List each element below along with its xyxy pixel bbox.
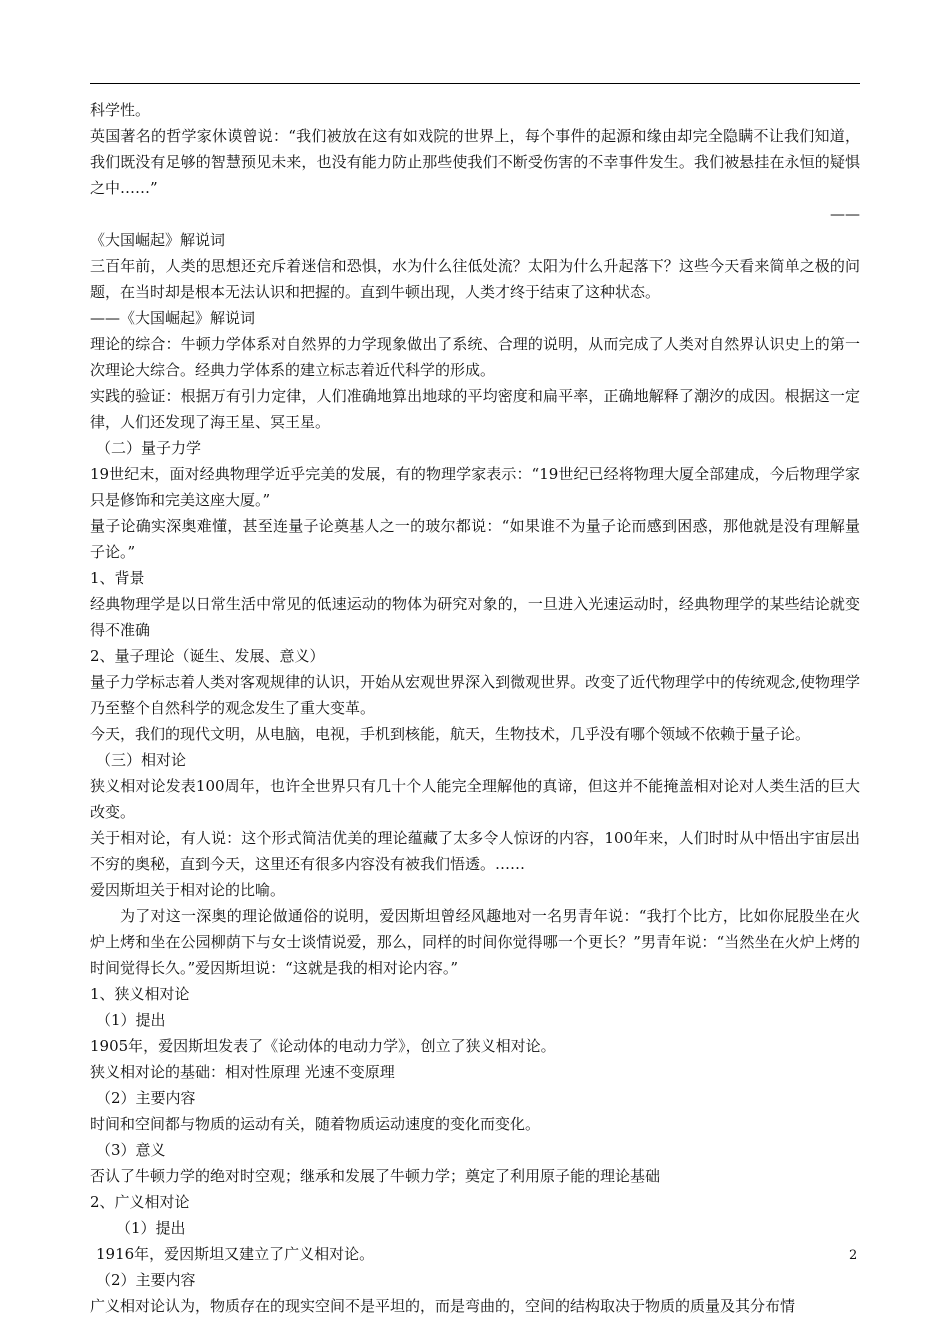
attribution-source: ——《大国崛起》解说词 bbox=[90, 309, 256, 327]
item-heading: （2）主要内容 bbox=[96, 1271, 196, 1289]
attribution-source: 《大国崛起》解说词 bbox=[90, 231, 226, 249]
item-heading: （3）意义 bbox=[96, 1141, 166, 1159]
attribution-dash: —— bbox=[830, 205, 860, 223]
section-heading: （三）相对论 bbox=[96, 751, 187, 769]
subheading: 1、狭义相对论 bbox=[90, 985, 190, 1003]
paragraph: 经典物理学是以日常生活中常见的低速运动的物体为研究对象的，一旦进入光速运动时，经典物理学的某些结论就变得不准确 bbox=[90, 595, 860, 639]
paragraph: 狭义相对论发表100周年，也许全世界只有几十个人能完全理解他的真谛，但这并不能掩盖相对论对人类生活的巨大改变。 bbox=[90, 777, 860, 821]
hume-quote: 英国著名的哲学家休谟曾说：“我们被放在这有如戏院的世界上，每个事件的起源和缘由却完全隐瞒不让我们知道，我们既没有足够的智慧预见未来，也没有能力防止那些使我们不断受伤害的不幸事件发生。我们被悬挂在永恒的疑惧之中……” bbox=[90, 127, 860, 197]
paragraph: 科学性。 bbox=[90, 101, 151, 119]
paragraph: 1905年，爱因斯坦发表了《论动体的电动力学》，创立了狭义相对论。 bbox=[90, 1037, 556, 1055]
paragraph: 关于相对论，有人说：这个形式简洁优美的理论蕴藏了太多令人惊讶的内容，100年来，人们时时从中悟出宇宙层出不穷的奥秘，直到今天，这里还有很多内容没有被我们悟透。…… bbox=[90, 829, 860, 873]
paragraph: 爱因斯坦关于相对论的比喻。 bbox=[90, 881, 286, 899]
paragraph: 时间和空间都与物质的运动有关，随着物质运动速度的变化而变化。 bbox=[90, 1115, 541, 1133]
item-heading: （1）提出 bbox=[96, 1011, 166, 1029]
paragraph: 广义相对论认为，物质存在的现实空间不是平坦的，而是弯曲的，空间的结构取决于物质的质量及其分布情 bbox=[90, 1297, 796, 1315]
item-heading: （2）主要内容 bbox=[96, 1089, 196, 1107]
page-number: 2 bbox=[849, 1248, 858, 1263]
paragraph: 量子力学标志着人类对客观规律的认识，开始从宏观世界深入到微观世界。改变了近代物理学中的传统观念,使物理学乃至整个自然科学的观念发生了重大变革。 bbox=[90, 673, 860, 717]
subheading: 2、广义相对论 bbox=[90, 1193, 190, 1211]
paragraph: 理论的综合：牛顿力学体系对自然界的力学现象做出了系统、合理的说明，从而完成了人类对自然界认识史上的第一次理论大综合。经典力学体系的建立标志着近代科学的形成。 bbox=[90, 335, 860, 379]
paragraph: 狭义相对论的基础：相对性原理 光速不变原理 bbox=[90, 1063, 395, 1081]
paragraph: 1916年，爱因斯坦又建立了广义相对论。 bbox=[96, 1245, 375, 1263]
subheading: 2、量子理论（诞生、发展、意义） bbox=[90, 647, 325, 665]
header-rule bbox=[90, 83, 860, 84]
paragraph: 否认了牛顿力学的绝对时空观；继承和发展了牛顿力学；奠定了利用原子能的理论基础 bbox=[90, 1167, 661, 1185]
paragraph: 今天，我们的现代文明，从电脑，电视，手机到核能，航天，生物技术，几乎没有哪个领域不依赖于量子论。 bbox=[90, 725, 811, 743]
einstein-anecdote: 为了对这一深奥的理论做通俗的说明，爱因斯坦曾经风趣地对一名男青年说：“我打个比方，比如你屁股坐在火炉上烤和坐在公园柳荫下与女士谈情说爱，那么，同样的时间你觉得哪一个更长？”男青年说：“当然坐在火炉上烤的时间觉得长久。”爱因斯坦说：“这就是我的相对论内容。” bbox=[90, 907, 860, 977]
paragraph: 量子论确实深奥难懂，甚至连量子论奠基人之一的玻尔都说：“如果谁不为量子论而感到困惑，那他就是没有理解量子论。” bbox=[90, 517, 860, 561]
section-heading: （二）量子力学 bbox=[96, 439, 202, 457]
paragraph: 实践的验证：根据万有引力定律，人们准确地算出地球的平均密度和扁平率，正确地解释了潮汐的成因。根据这一定律，人们还发现了海王星、冥王星。 bbox=[90, 387, 860, 431]
subheading: 1、背景 bbox=[90, 569, 145, 587]
document-body bbox=[90, 97, 860, 1319]
paragraph: 19世纪末，面对经典物理学近乎完美的发展，有的物理学家表示：“19世纪已经将物理大厦全部建成，今后物理学家只是修饰和完美这座大厦。” bbox=[90, 465, 860, 509]
paragraph: 三百年前，人类的思想还充斥着迷信和恐惧，水为什么往低处流？太阳为什么升起落下？这些今天看来简单之极的问题，在当时却是根本无法认识和把握的。直到牛顿出现，人类才终于结束了这种状态。 bbox=[90, 257, 860, 301]
item-heading: （1）提出 bbox=[116, 1219, 186, 1237]
